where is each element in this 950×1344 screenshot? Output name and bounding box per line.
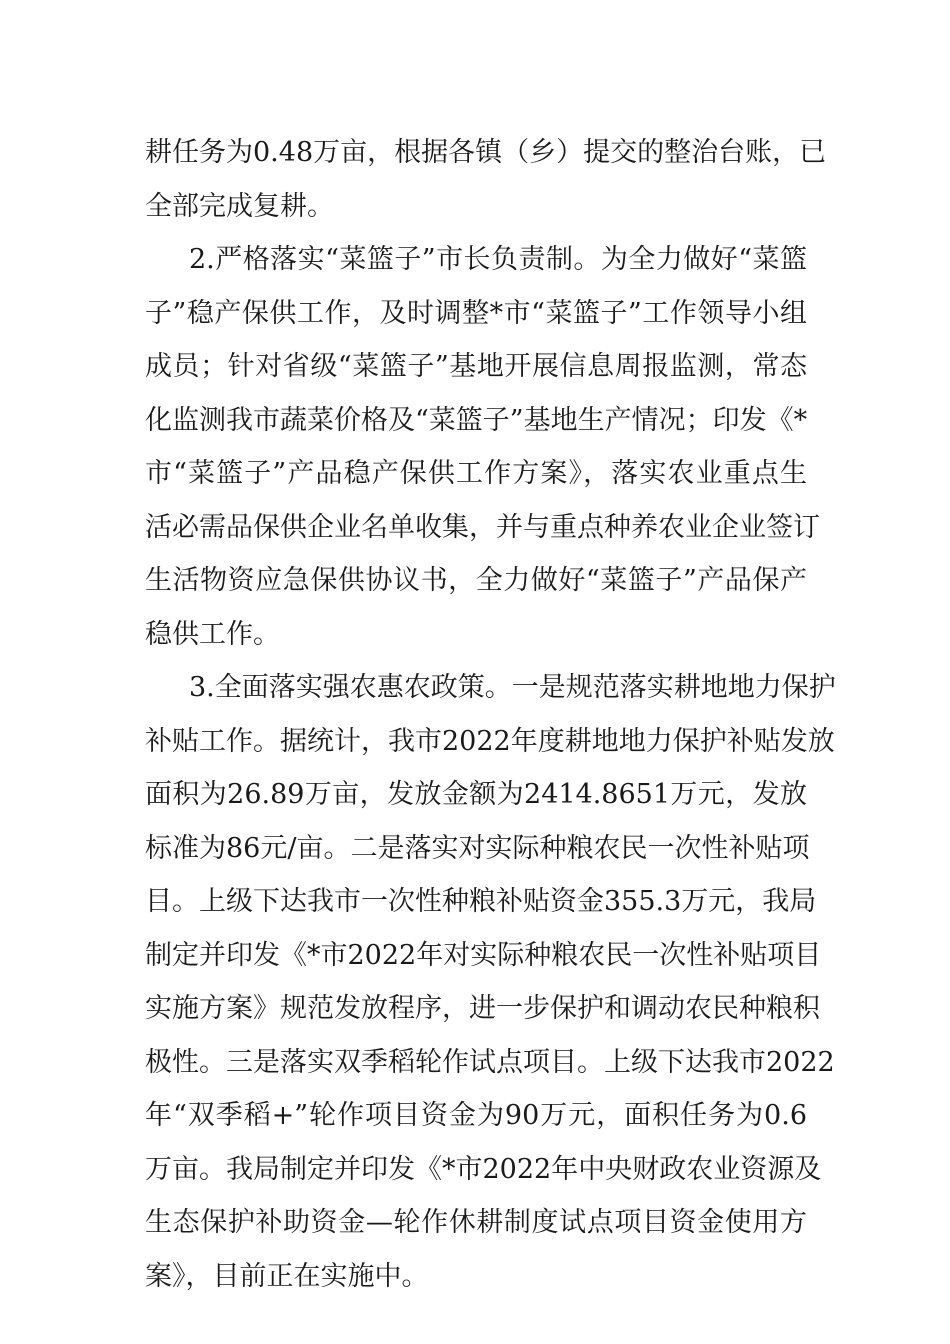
paragraph-continued-fallow-task xyxy=(145,126,827,233)
paragraph-line: 目。上级下达我市一次性种粮补贴资金355.3万元，我局 xyxy=(145,886,817,917)
paragraph-line: 稳供工作。 xyxy=(145,618,280,650)
paragraph-line: 万亩。我局制定并印发《*市2022年中央财政农业资源及 xyxy=(145,1153,822,1185)
paragraph-line: 子”稳产保供工作，及时调整*市“菜篮子”工作领导小组 xyxy=(145,297,807,329)
paragraph-line: 面积为26.89万亩，发放金额为2414.8651万元，发放 xyxy=(145,779,807,810)
paragraph-line: 实施方案》规范发放程序，进一步保护和调动农民种粮积 xyxy=(145,993,820,1024)
paragraph-line: 生态保护补助资金—轮作休耕制度试点项目资金使用方 xyxy=(145,1207,807,1238)
paragraph-line: 制定并印发《*市2022年对实际种粮农民一次性补贴项目 xyxy=(145,939,822,971)
paragraph-line: 2.严格落实“菜篮子”市长负责制。为全力做好“菜篮 xyxy=(189,244,807,275)
paragraph-agricultural-subsidy-policy xyxy=(145,661,836,1303)
paragraph-line: 市“菜篮子”产品稳产保供工作方案》，落实农业重点生 xyxy=(145,458,807,489)
paragraph-line: 3.全面落实强农惠农政策。一是规范落实耕地地力保护 xyxy=(189,672,836,703)
paragraph-line: 标准为86元/亩。二是落实对实际种粮农民一次性补贴项 xyxy=(145,832,810,864)
document-page xyxy=(145,126,836,1303)
paragraph-line: 补贴工作。据统计，我市2022年度耕地地力保护补贴发放 xyxy=(145,725,835,757)
paragraph-line: 案》，目前正在实施中。 xyxy=(145,1260,429,1292)
paragraph-line: 活必需品保供企业名单收集，并与重点种养农业企业签订 xyxy=(145,511,820,543)
paragraph-line: 成员；针对省级“菜篮子”基地开展信息周报监测，常态 xyxy=(145,351,807,382)
paragraph-line: 全部完成复耕。 xyxy=(145,190,334,222)
paragraph-line: 生活物资应急保供协议书，全力做好“菜篮子”产品保产 xyxy=(145,565,807,596)
paragraph-line: 年“双季稻+”轮作项目资金为90万元，面积任务为0.6 xyxy=(145,1100,807,1131)
paragraph-vegetable-basket xyxy=(145,233,820,661)
paragraph-line: 耕任务为0.48万亩，根据各镇（乡）提交的整治台账，已 xyxy=(145,137,827,168)
paragraph-line: 极性。三是落实双季稻轮作试点项目。上级下达我市2022 xyxy=(145,1046,835,1078)
paragraph-line: 化监测我市蔬菜价格及“菜篮子”基地生产情况；印发《* xyxy=(145,404,808,436)
